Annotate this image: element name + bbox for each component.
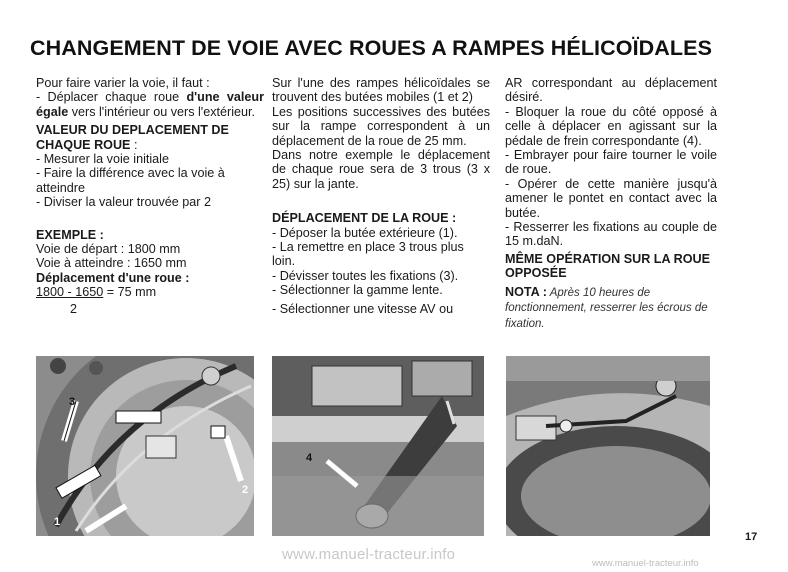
step-emphasis: d'une valeur égale: [36, 90, 264, 119]
page-number: 17: [745, 531, 758, 543]
step-move-wheel: [36, 90, 264, 119]
photo-label-2: 2: [242, 484, 249, 496]
column-1: [36, 76, 264, 316]
paragraph-example: Dans notre exemple le déplacement de chaque roue sera de 3 trous (3 x 25) sur la jante.: [272, 148, 490, 191]
step-select-speed: - Sélectionner une vitesse AV ou: [272, 301, 454, 316]
formula-result: = 75 mm: [103, 285, 157, 300]
step-low-range: - Sélectionner la gamme lente.: [272, 283, 443, 298]
note-text: Après 10 heures de fonctionnement, resserrer les écrous de fixation.: [505, 286, 708, 330]
section-heading-valeur: [36, 123, 264, 152]
column-3: [505, 76, 717, 331]
step-tighten: - Resserrer les fixations au couple de 15 m.daN.: [505, 220, 717, 249]
note-label: NOTA :: [505, 284, 547, 299]
photo-wheel-ramps: [36, 356, 254, 536]
photo-wheel-rim-image: [506, 356, 710, 536]
formula-numerator: 1800 - 1650: [36, 285, 104, 300]
formula-denominator: 2: [70, 301, 78, 316]
intro-text: Pour faire varier la voie, il faut :: [36, 76, 210, 90]
column-2: [272, 76, 490, 316]
step-remove-stop: - Déposer la butée extérieure (1).: [272, 225, 458, 240]
step-operate: - Opérer de cette manière jusqu'à amener le pontet en contact avec la butée.: [505, 176, 717, 220]
step-unscrew: - Dévisser toutes les fixations (3).: [272, 268, 459, 283]
step-text: - Déplacer chaque roue: [36, 90, 187, 105]
step-refit-stop: - La remettre en place 3 trous plus loin.: [272, 240, 464, 269]
photo-label-4: 4: [306, 452, 313, 464]
paragraph-ramps: Sur l'une des rampes hélicoïdales se trouvent des butées mobiles (1 et 2): [272, 76, 490, 105]
section-heading-deplacement: DÉPLACEMENT DE LA ROUE :: [272, 211, 457, 226]
example-line-displacement: Déplacement d'une roue :: [36, 270, 190, 285]
step-measure: - Mesurer la voie initiale: [36, 152, 169, 167]
step-difference: - Faire la différence avec la voie à atteindre: [36, 166, 225, 195]
watermark-small: www.manuel-tracteur.info: [592, 558, 699, 569]
photo-wheel-ramps-image: [36, 356, 254, 536]
section-heading-opposite: MÊME OPÉRATION SUR LA ROUE OPPOSÉE: [505, 251, 711, 281]
heading-colon: :: [130, 137, 138, 152]
photo-brake-pedal-image: [272, 356, 484, 536]
step-block-wheel: - Bloquer la roue du côté opposé à celle à déplacer en agissant sur la pédale de frein correspondante (4).: [505, 104, 717, 148]
photo-label-3: 3: [69, 396, 76, 408]
heading-text: VALEUR DU DEPLACEMENT DE CHAQUE ROUE: [36, 123, 229, 152]
step-engage: - Embrayer pour faire tourner le voile de roue.: [505, 148, 717, 177]
paragraph-continuation: AR correspondant au déplacement désiré.: [505, 76, 717, 105]
example-line-start: Voie de départ : 1800 mm: [36, 242, 181, 257]
step-divide: - Diviser la valeur trouvée par 2: [36, 195, 211, 210]
example-heading: EXEMPLE :: [36, 227, 104, 242]
paragraph-positions: Les positions successives des butées sur la rampe correspondent à un déplacement de la roue de 25 mm.: [272, 104, 490, 148]
photo-brake-pedal: [272, 356, 484, 536]
example-line-target: Voie à atteindre : 1650 mm: [36, 256, 187, 271]
example-formula: [36, 285, 264, 299]
photo-wheel-rim: [506, 356, 710, 536]
page-title: CHANGEMENT DE VOIE AVEC ROUES A RAMPES HÉLICOÏDALES: [30, 36, 713, 60]
step-text: vers l'intérieur ou vers l'extérieur.: [68, 104, 256, 119]
note: [505, 285, 717, 331]
photo-label-1: 1: [54, 516, 61, 528]
watermark-main: www.manuel-tracteur.info: [282, 546, 456, 563]
